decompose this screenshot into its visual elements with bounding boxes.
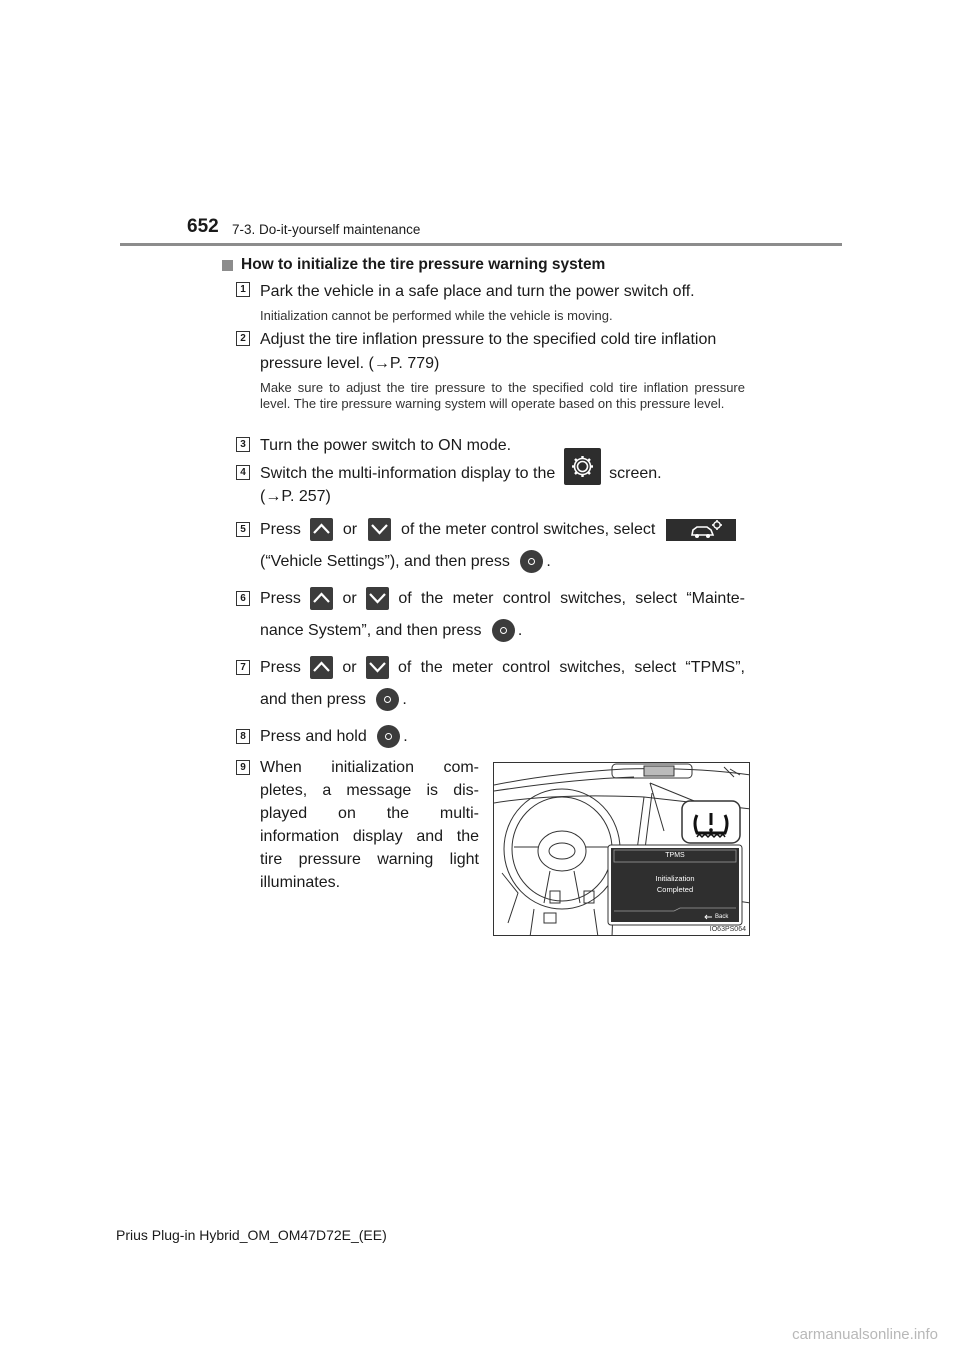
ok-switch-icon [520,550,543,573]
step-number-8: 8 [236,729,250,744]
step-number-7: 7 [236,660,250,675]
display-message-line1: Initialization [655,874,695,883]
ok-switch-icon [376,688,399,711]
step-number-5: 5 [236,522,250,537]
step-7-line1 [260,656,745,679]
section-heading [222,256,605,274]
step-number-2: 2 [236,331,250,346]
step-9-line2: pletes, a message is dis- [260,782,479,799]
step-2-line1: Adjust the tire inflation pressure to the specified cold tire inflation [260,331,717,348]
or-text: or [342,521,358,538]
vehicle-settings-icon [666,519,736,541]
step-8-period: . [403,728,408,745]
step-number-6: 6 [236,591,250,606]
display-back-label: Back [715,914,729,920]
step-8-text: Press and hold [260,728,367,745]
square-bullet-icon [222,260,233,271]
display-message-line2: Completed [656,885,694,894]
step-5-part-b: of the meter control switches, select [400,521,656,538]
up-arrow-switch-icon [310,656,333,679]
step-7-line2-text: and then press [260,691,366,708]
step-9-line6: illuminates. [260,874,341,891]
figure-id: IO63PS064 [709,926,746,933]
step-9-line1: When initialization com- [260,759,479,776]
step-7-line2 [260,688,407,711]
ok-switch-icon [492,619,515,642]
step-1-text: Park the vehicle in a safe place and turn the power switch off. [260,283,695,300]
down-arrow-switch-icon [368,518,391,541]
step-7-period: . [402,691,407,708]
up-arrow-switch-icon [310,518,333,541]
settings-screen-icon [564,448,601,485]
step-7-part-b: of the meter control switches, select “TPMS”, [398,659,745,676]
heading-text: How to initialize the tire pressure warning system [241,256,606,273]
step-4-part-a: Switch the multi-information display to the [260,465,556,482]
dashboard-illustration [493,762,750,936]
step-8-line [260,725,408,748]
page-number: 652 [187,216,219,237]
press-text: Press [260,521,301,538]
step-2-note: Make sure to adjust the tire pressure to the specified cold tire inflation pressure level. The tire pressure warning system will operate based on this pressure level. [260,380,745,411]
step-5-line2 [260,550,551,573]
up-arrow-switch-icon [310,587,333,610]
down-arrow-switch-icon [366,656,389,679]
step-number-4: 4 [236,465,250,480]
step-6-period: . [517,622,523,639]
step-5-line2-text: (“Vehicle Settings”), and then press [260,553,510,570]
step-3-text: Turn the power switch to ON mode. [260,437,512,454]
step-6-line1 [260,587,745,610]
footer-manual-id: Prius Plug-in Hybrid_OM_OM47D72E_(EE) [116,1227,387,1243]
watermark: carmanualsonline.info [792,1326,938,1343]
or-text: or [342,590,357,607]
step-2-line2: pressure level. (→P. 779) [260,355,440,372]
step-5-line1 [260,518,736,541]
step-9-line3: played on the multi- [260,805,479,822]
step-4-line2: (→P. 257) [260,488,331,505]
header-divider [120,243,842,246]
step-4-line1 [260,462,662,485]
step-6-line2 [260,619,522,642]
step-6-line2-text: nance System”, and then press [260,622,482,639]
step-number-9: 9 [236,760,250,775]
step-9-line5: tire pressure warning light [260,851,479,868]
down-arrow-switch-icon [366,587,389,610]
step-4-part-b: screen. [609,465,662,482]
press-text: Press [260,590,301,607]
ok-switch-icon [377,725,400,748]
display-title: TPMS [665,852,685,859]
or-text: or [342,659,357,676]
step-1-note: Initialization cannot be performed while the vehicle is moving. [260,308,613,323]
step-9-line4: information display and the [260,828,479,845]
step-6-part-b: of the meter control switches, select “Mainte- [398,590,745,607]
step-number-3: 3 [236,437,250,452]
section-title: 7-3. Do-it-yourself maintenance [232,222,421,237]
display-message [611,873,739,895]
step-number-1: 1 [236,282,250,297]
press-text: Press [260,659,301,676]
step-5-period: . [546,553,551,570]
